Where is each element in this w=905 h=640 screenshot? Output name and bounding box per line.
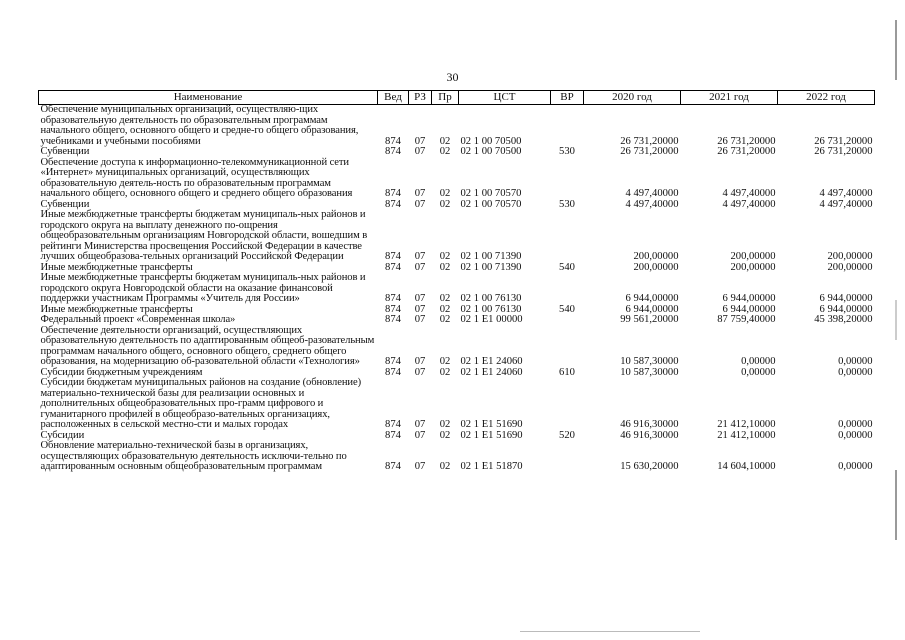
cell-ved: 874 — [385, 251, 401, 262]
cell-pr: 02 — [439, 303, 451, 315]
cell-vr: 530 — [559, 146, 575, 157]
cell-vr — [551, 210, 584, 263]
cell-y2020: 99 561,20000 — [620, 314, 679, 325]
scan-edge-mark — [895, 470, 897, 540]
cell-rz: 07 — [414, 188, 426, 199]
cell-y2020: 46 916,30000 — [620, 429, 679, 441]
cell-pr: 02 — [439, 198, 451, 210]
cell-vr — [551, 326, 584, 368]
cell-name: Субвенции — [40, 146, 90, 157]
table-row — [39, 105, 875, 148]
cell-y2022: 6 944,00000 — [819, 293, 873, 304]
cell-rz: 07 — [414, 261, 426, 273]
header-name: Наименование — [39, 91, 378, 105]
cell-rz: 07 — [414, 461, 426, 472]
cell-name: Субсидии бюджетным учреждениям — [40, 366, 203, 378]
cell-cst: 02 1 00 70570 — [460, 198, 522, 210]
cell-rz: 07 — [414, 419, 426, 430]
cell-y2022: 200,00000 — [827, 261, 873, 273]
cell-cst: 02 1 E1 24060 — [460, 356, 523, 367]
cell-ved: 874 — [385, 314, 401, 325]
cell-y2021: 26 731,20000 — [717, 146, 776, 157]
header-vr: ВР — [551, 91, 584, 105]
cell-y2020: 6 944,00000 — [625, 293, 679, 304]
cell-y2021: 87 759,40000 — [717, 314, 776, 325]
cell-ved: 874 — [385, 303, 401, 315]
cell-cst: 02 1 E1 24060 — [460, 366, 523, 378]
cell-ved: 874 — [385, 419, 401, 430]
page-number: 30 — [446, 70, 459, 84]
cell-y2021: 21 412,10000 — [717, 419, 776, 430]
cell-name: Обновление материально-технической базы в организациях, осуществляющих образовательную деятельность исключи-тельно по адаптированным основным общеобразовательным программам — [40, 440, 347, 472]
cell-pr: 02 — [439, 461, 451, 472]
header-cst: ЦСТ — [459, 91, 551, 105]
cell-vr — [551, 441, 584, 473]
cell-ved: 874 — [385, 261, 401, 273]
cell-y2022: 4 497,40000 — [819, 198, 873, 210]
cell-name: Обеспечение муниципальных организаций, осуществляю-щих образовательную деятельность по образовательным программам начального общего, основного общего и средне-го общего образования, учебниками и учебными пособиями — [40, 104, 359, 147]
header-row — [39, 91, 875, 105]
cell-y2022: 0,00000 — [838, 429, 873, 441]
cell-y2020: 200,00000 — [633, 261, 679, 273]
cell-name: Иные межбюджетные трансферты бюджетам муниципаль-ных районов и городского округа Новгородской области на оказание финансовой поддержки участникам Программы «Учитель для России» — [40, 272, 366, 304]
cell-vr — [551, 378, 584, 431]
cell-y2021: 0,00000 — [741, 366, 776, 378]
cell-pr: 02 — [439, 419, 451, 430]
cell-ved: 874 — [385, 198, 401, 210]
cell-y2020: 26 731,20000 — [620, 146, 679, 157]
cell-pr: 02 — [439, 251, 451, 262]
cell-cst: 02 1 00 76130 — [460, 293, 522, 304]
cell-cst: 02 1 E1 00000 — [460, 314, 523, 325]
cell-rz: 07 — [414, 293, 426, 304]
cell-y2021: 26 731,20000 — [717, 135, 776, 147]
cell-y2021: 200,00000 — [730, 251, 776, 262]
cell-ved: 874 — [385, 461, 401, 472]
header-2020: 2020 год — [584, 91, 681, 105]
cell-vr: 530 — [559, 198, 575, 210]
cell-name: Субсидии — [40, 429, 85, 441]
cell-y2021: 14 604,10000 — [717, 461, 776, 472]
cell-y2022: 26 731,20000 — [814, 146, 873, 157]
cell-name: Иные межбюджетные трансферты — [40, 261, 193, 273]
table-row — [39, 158, 875, 200]
cell-pr: 02 — [439, 314, 451, 325]
table-row — [39, 441, 875, 473]
cell-name: Субсидии бюджетам муниципальных районов на создание (обновление) материально-технической базы для реализации основных и дополнительных общеобразовательных про-грамм цифрового и гуманитарного профилей в общеобразо-вательных организациях, расположенных в сельской местно-сти и малых городах — [40, 377, 362, 430]
scan-noise — [520, 631, 700, 632]
cell-vr — [551, 158, 584, 200]
cell-y2022: 26 731,20000 — [814, 135, 873, 147]
cell-y2020: 6 944,00000 — [625, 303, 679, 315]
table-row — [39, 210, 875, 263]
cell-y2020: 46 916,30000 — [620, 419, 679, 430]
cell-ved: 874 — [385, 188, 401, 199]
cell-ved: 874 — [385, 293, 401, 304]
cell-ved: 874 — [385, 429, 401, 441]
cell-cst: 02 1 00 71390 — [460, 251, 522, 262]
cell-y2020: 10 587,30000 — [620, 366, 679, 378]
cell-name: Иные межбюджетные трансферты — [40, 303, 193, 315]
cell-vr: 540 — [559, 261, 575, 273]
cell-cst: 02 1 00 70500 — [460, 146, 522, 157]
scan-edge-mark — [895, 20, 897, 80]
cell-rz: 07 — [414, 198, 426, 210]
cell-vr — [551, 273, 584, 305]
cell-cst: 02 1 E1 51870 — [460, 461, 523, 472]
cell-cst: 02 1 00 70500 — [460, 135, 522, 147]
cell-y2022: 4 497,40000 — [819, 188, 873, 199]
cell-y2020: 200,00000 — [633, 251, 679, 262]
cell-name: Обеспечение доступа к информационно-телекоммуникационной сети «Интернет» муниципальных организаций, осуществляющих образовательную деятель-ность по образовательным программам начального общего, основного общего и среднего общего образования — [40, 156, 353, 199]
cell-cst: 02 1 E1 51690 — [460, 429, 523, 441]
cell-ved: 874 — [385, 366, 401, 378]
cell-rz: 07 — [414, 314, 426, 325]
cell-y2020: 4 497,40000 — [625, 198, 679, 210]
scan-edge-mark — [895, 300, 897, 340]
cell-y2021: 6 944,00000 — [722, 293, 776, 304]
budget-table — [38, 90, 875, 473]
cell-y2020: 10 587,30000 — [620, 356, 679, 367]
cell-vr: 520 — [559, 429, 575, 441]
cell-rz: 07 — [414, 356, 426, 367]
cell-rz: 07 — [414, 251, 426, 262]
cell-rz: 07 — [414, 366, 426, 378]
cell-ved: 874 — [385, 356, 401, 367]
cell-pr: 02 — [439, 366, 451, 378]
cell-cst: 02 1 00 76130 — [460, 303, 522, 315]
cell-vr — [551, 105, 584, 148]
cell-rz: 07 — [414, 303, 426, 315]
cell-y2022: 200,00000 — [827, 251, 873, 262]
cell-rz: 07 — [414, 146, 426, 157]
cell-vr: 540 — [559, 303, 575, 315]
cell-y2022: 0,00000 — [838, 366, 873, 378]
cell-y2020: 4 497,40000 — [625, 188, 679, 199]
cell-y2021: 4 497,40000 — [722, 198, 776, 210]
header-2022: 2022 год — [778, 91, 875, 105]
header-pr: Пр — [432, 91, 459, 105]
cell-ved: 874 — [385, 146, 401, 157]
cell-vr: 610 — [559, 366, 575, 378]
cell-y2022: 0,00000 — [838, 419, 873, 430]
cell-rz: 07 — [414, 429, 426, 441]
table-row — [39, 147, 875, 158]
cell-y2021: 4 497,40000 — [722, 188, 776, 199]
header-rz: РЗ — [409, 91, 432, 105]
cell-name: Иные межбюджетные трансферты бюджетам муниципаль-ных районов и городского округа на выплату денежного по-ощрения общеобразовательным организациям Новгородской области, вошедшим в рейтинги Министерства просвещения Российской Федерации в качестве лучших общеобразова-тельных организаций Российской Федерации — [40, 209, 368, 262]
cell-y2022: 0,00000 — [838, 461, 873, 472]
cell-pr: 02 — [439, 146, 451, 157]
cell-name: Федеральный проект «Современная школа» — [40, 314, 236, 325]
cell-pr: 02 — [439, 293, 451, 304]
cell-y2022: 0,00000 — [838, 356, 873, 367]
cell-pr: 02 — [439, 356, 451, 367]
cell-pr: 02 — [439, 261, 451, 273]
cell-vr — [551, 315, 584, 326]
cell-name: Субвенции — [40, 198, 90, 210]
header-2021: 2021 год — [681, 91, 778, 105]
cell-rz: 07 — [414, 135, 426, 147]
cell-y2022: 45 398,20000 — [814, 314, 873, 325]
cell-y2021: 21 412,10000 — [717, 429, 776, 441]
table-row — [39, 326, 875, 368]
cell-y2021: 200,00000 — [730, 261, 776, 273]
header-ved: Вед — [378, 91, 409, 105]
table-row — [39, 378, 875, 431]
cell-cst: 02 1 E1 51690 — [460, 419, 523, 430]
cell-y2021: 6 944,00000 — [722, 303, 776, 315]
cell-ved: 874 — [385, 135, 401, 147]
cell-pr: 02 — [439, 188, 451, 199]
table-row — [39, 315, 875, 326]
table-row — [39, 273, 875, 305]
cell-y2020: 26 731,20000 — [620, 135, 679, 147]
cell-cst: 02 1 00 70570 — [460, 188, 522, 199]
cell-name: Обеспечение деятельности организаций, осуществляющих образовательную деятельность по адаптированным общеоб-разовательным программам начального общего, основного общего, среднего общего образования, на модернизацию об-разовательной области «Технология» — [40, 324, 375, 367]
cell-pr: 02 — [439, 429, 451, 441]
cell-y2021: 0,00000 — [741, 356, 776, 367]
cell-pr: 02 — [439, 135, 451, 147]
cell-y2020: 15 630,20000 — [620, 461, 679, 472]
cell-cst: 02 1 00 71390 — [460, 261, 522, 273]
cell-y2022: 6 944,00000 — [819, 303, 873, 315]
